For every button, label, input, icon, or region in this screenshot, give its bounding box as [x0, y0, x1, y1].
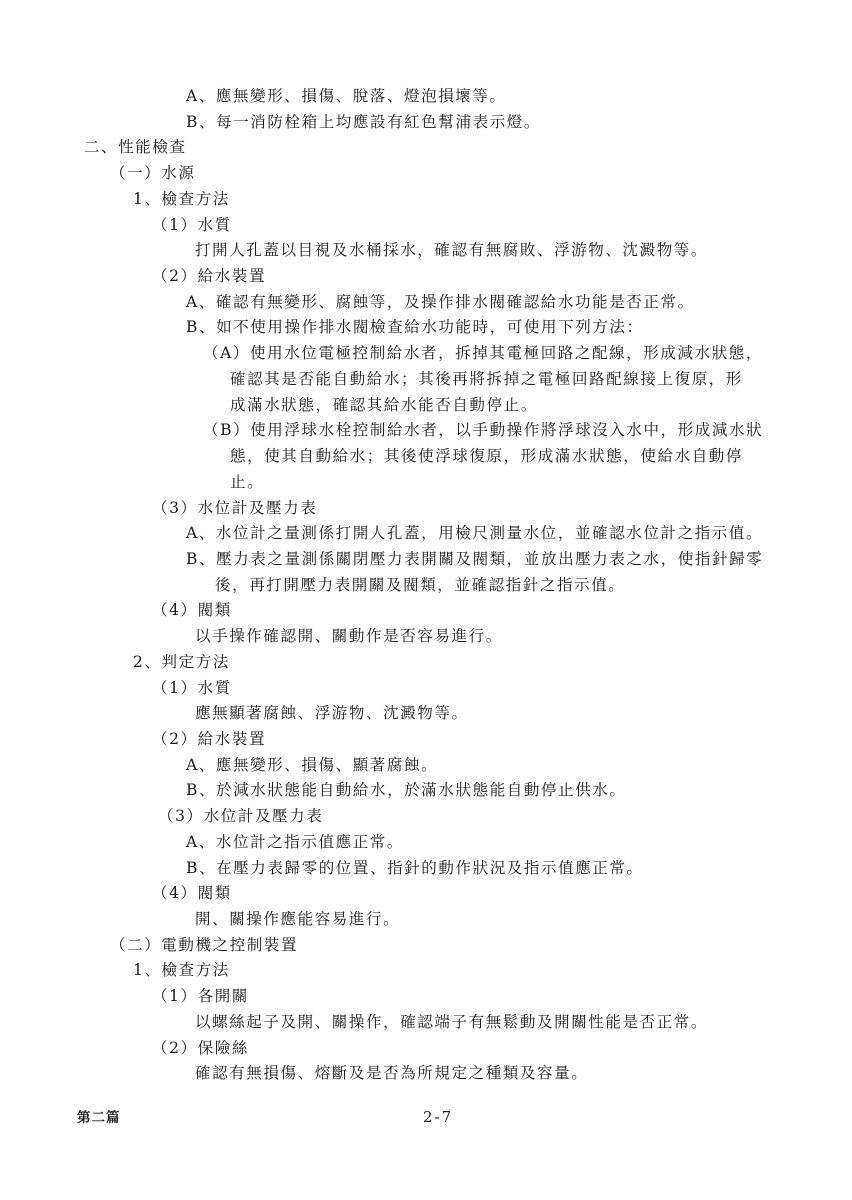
doc-line: （2）給水裝置 [152, 267, 267, 286]
doc-line: 以手操作確認開、關動作是否容易進行。 [195, 627, 503, 646]
doc-line: （1）水質 [152, 678, 232, 697]
doc-line: （1）各開關 [152, 987, 249, 1006]
doc-line: （4）閥類 [152, 884, 232, 903]
doc-line: 確認其是否能自動給水；其後再將拆掉之電極回路配線接上復原，形 [230, 369, 744, 388]
doc-line: A、應無變形、損傷、脫落、燈泡損壞等。 [186, 87, 507, 105]
doc-line: B、壓力表之量測係關閉壓力表開關及閥類，並放出壓力表之水，使指針歸零 [186, 549, 764, 568]
doc-line: A、水位計之量測係打開人孔蓋，用檢尺測量水位，並確認水位計之指示值。 [186, 524, 764, 543]
doc-line: 1、檢查方法 [133, 189, 230, 208]
doc-line: （4）閥類 [152, 601, 232, 620]
doc-line: B、在壓力表歸零的位置、指針的動作狀況及指示值應正常。 [186, 858, 644, 877]
doc-line: 成滿水狀態，確認其給水能否自動停止。 [230, 395, 538, 414]
doc-line: B、於減水狀態能自動給水，於滿水狀態能自動停止供水。 [186, 781, 627, 800]
doc-line: 應無顯著腐蝕、浮游物、沈澱物等。 [195, 704, 469, 723]
doc-line: 止。 [230, 472, 265, 491]
doc-line: （2）保險絲 [152, 1038, 249, 1057]
doc-line: （一）水源 [110, 164, 196, 183]
doc-line: 打開人孔蓋以目視及水桶採水，確認有無腐敗、浮游物、沈澱物等。 [195, 241, 709, 260]
doc-line: 二、性能檢查 [84, 138, 187, 157]
doc-line: 確認有無損傷、熔斷及是否為所規定之種類及容量。 [195, 1064, 589, 1083]
doc-line: 以螺絲起子及開、關操作，確認端子有無鬆動及開關性能是否正常。 [195, 1012, 709, 1031]
doc-line: B、如不使用操作排水閥檢查給水功能時，可使用下列方法： [186, 318, 644, 337]
doc-line: B、每一消防栓箱上均應設有紅色幫浦表示燈。 [186, 112, 541, 131]
footer-section-label: 第二篇 [77, 1110, 121, 1126]
doc-line: （A）使用水位電極控制給水者，拆掉其電極回路之配線，形成減水狀態， [203, 344, 763, 363]
doc-line: （3）水位計及壓力表 [158, 807, 324, 826]
doc-line: （2）給水裝置 [152, 729, 267, 748]
doc-line: A、應無變形、損傷、顯著腐蝕。 [186, 755, 439, 774]
document-body [0, 84, 852, 1087]
doc-line: 1、檢查方法 [133, 961, 230, 980]
doc-line: （二）電動機之控制裝置 [110, 935, 299, 954]
doc-line: 後，再打開壓力表開關及閥類，並確認指針之指示值。 [215, 575, 626, 594]
doc-line: （B）使用浮球水栓控制給水者，以手動操作將浮球沒入水中，形成減水狀 [203, 421, 764, 440]
footer-page-number: 2-7 [423, 1108, 454, 1126]
doc-line: A、水位計之指示值應正常。 [186, 832, 404, 851]
doc-line: 2、判定方法 [133, 652, 230, 671]
doc-line: A、確認有無變形、腐蝕等，及操作排水閥確認給水功能是否正常。 [186, 292, 695, 311]
doc-line: （3）水位計及壓力表 [152, 498, 318, 517]
doc-line: （1）水質 [152, 215, 232, 234]
doc-line: 態，使其自動給水；其後使浮球復原，形成滿水狀態，使給水自動停 [230, 447, 744, 466]
doc-line: 開、關操作應能容易進行。 [195, 910, 401, 928]
